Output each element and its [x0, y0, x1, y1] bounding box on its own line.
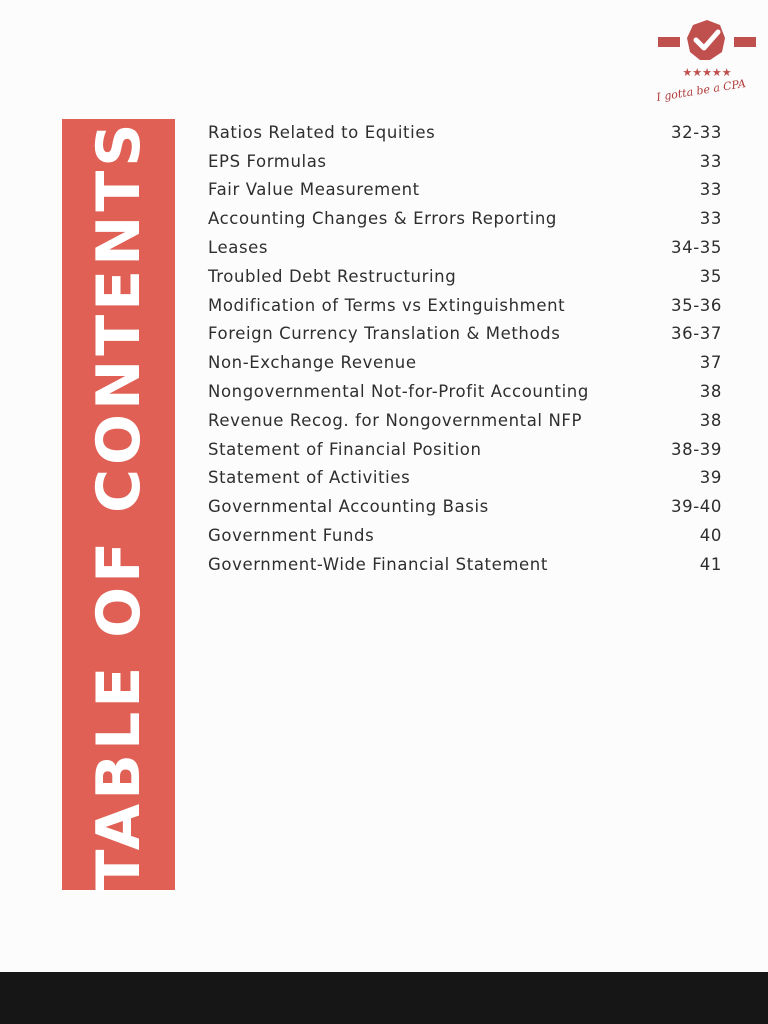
toc-entry-title: Nongovernmental Not-for-Profit Accounting [208, 382, 589, 402]
toc-entry-pages: 34-35 [671, 238, 722, 258]
toc-list [208, 118, 722, 579]
toc-entry-title: EPS Formulas [208, 151, 327, 171]
toc-entry-title: Statement of Activities [208, 468, 411, 488]
toc-entry-pages: 35-36 [671, 295, 722, 315]
toc-entry-title: Government-Wide Financial Statement [208, 554, 548, 574]
toc-entry [208, 204, 722, 233]
toc-banner [62, 119, 175, 890]
toc-entry-pages: 33 [699, 209, 722, 229]
toc-entry-title: Fair Value Measurement [208, 180, 420, 200]
toc-entry [208, 147, 722, 176]
toc-entry [208, 348, 722, 377]
toc-entry-pages: 33 [699, 180, 722, 200]
toc-entry [208, 233, 722, 262]
cpa-logo [650, 18, 762, 108]
toc-entry-title: Troubled Debt Restructuring [208, 266, 457, 286]
toc-entry [208, 118, 722, 147]
toc-entry [208, 406, 722, 435]
toc-entry-pages: 38-39 [671, 439, 722, 459]
toc-entry [208, 492, 722, 521]
toc-entry-title: Foreign Currency Translation & Methods [208, 324, 561, 344]
toc-entry-pages: 39-40 [671, 497, 722, 517]
toc-entry-pages: 36-37 [671, 324, 722, 344]
toc-entry [208, 377, 722, 406]
toc-entry-pages: 37 [699, 353, 722, 373]
toc-entry-pages: 39 [699, 468, 722, 488]
toc-entry-title: Accounting Changes & Errors Reporting [208, 209, 557, 229]
toc-entry [208, 176, 722, 205]
toc-entry-pages: 35 [699, 266, 722, 286]
rating-stars: ★★★★★ [682, 66, 732, 79]
logo-tagline: I gotta be a CPA [655, 77, 747, 104]
toc-entry-title: Ratios Related to Equities [208, 122, 436, 142]
scan-bottom-edge [0, 972, 768, 1024]
toc-entry [208, 464, 722, 493]
toc-entry [208, 291, 722, 320]
toc-entry [208, 262, 722, 291]
toc-title: TABLE OF CONTENTS [83, 119, 154, 890]
toc-entry-title: Government Funds [208, 526, 375, 546]
toc-entry [208, 435, 722, 464]
toc-entry-pages: 38 [699, 382, 722, 402]
toc-entry-title: Statement of Financial Position [208, 439, 482, 459]
toc-entry-title: Modification of Terms vs Extinguishment [208, 295, 566, 315]
toc-entry-pages: 33 [699, 151, 722, 171]
toc-entry-title: Non-Exchange Revenue [208, 353, 417, 373]
toc-entry-pages: 41 [699, 554, 722, 574]
toc-entry [208, 550, 722, 579]
toc-entry-pages: 32-33 [671, 122, 722, 142]
checkmark-badge-icon [650, 18, 762, 88]
toc-entry-title: Revenue Recog. for Nongovernmental NFP [208, 410, 583, 430]
toc-entry [208, 521, 722, 550]
toc-entry [208, 320, 722, 349]
toc-entry-title: Governmental Accounting Basis [208, 497, 489, 517]
toc-entry-pages: 40 [699, 526, 722, 546]
toc-entry-title: Leases [208, 238, 269, 258]
toc-entry-pages: 38 [699, 410, 722, 430]
